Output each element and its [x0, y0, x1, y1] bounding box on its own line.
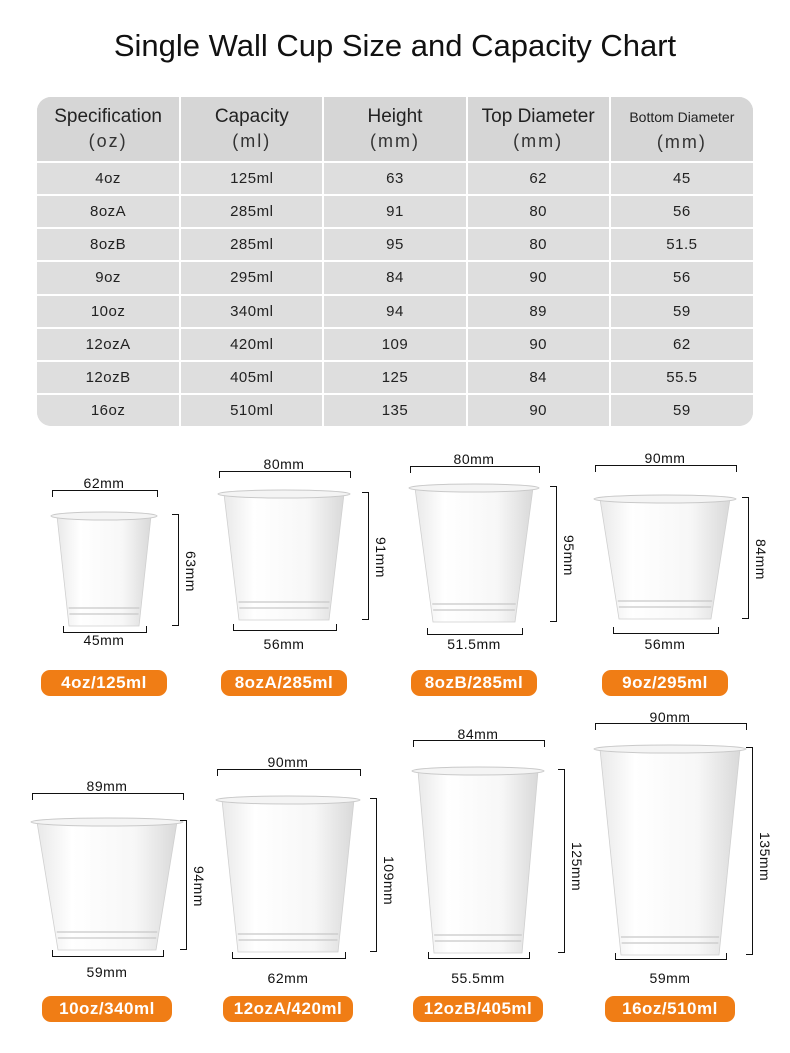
- bottom-diameter-bracket: [428, 952, 530, 959]
- top-diameter-bracket: [32, 793, 184, 800]
- table-cell: 12ozB: [37, 361, 180, 394]
- top-diameter-label: 90mm: [644, 450, 686, 466]
- cup-image: [30, 818, 184, 954]
- table-row: [37, 295, 753, 328]
- top-diameter-label: 84mm: [457, 726, 499, 742]
- top-diameter-label: 90mm: [267, 754, 309, 770]
- bottom-diameter-label: 55.5mm: [451, 970, 505, 986]
- top-diameter-label: 89mm: [86, 778, 128, 794]
- table-header-row: [37, 97, 753, 162]
- table-row: [37, 361, 753, 394]
- cup-image: [593, 495, 737, 623]
- height-bracket: [558, 769, 565, 953]
- cup-size-badge: 12ozA/420ml: [223, 996, 353, 1022]
- bottom-diameter-label: 51.5mm: [447, 636, 501, 652]
- height-bracket: [172, 514, 179, 626]
- top-diameter-label: 80mm: [453, 451, 495, 467]
- cup-size-badge: 10oz/340ml: [42, 996, 172, 1022]
- top-diameter-bracket: [595, 465, 737, 472]
- table-cell: 109: [323, 328, 466, 361]
- cup-size-badge: 9oz/295ml: [602, 670, 728, 696]
- table-cell: 62: [467, 162, 610, 195]
- table-cell: 90: [467, 328, 610, 361]
- cup-image: [50, 512, 158, 630]
- table-cell: 10oz: [37, 295, 180, 328]
- top-diameter-bracket: [219, 471, 351, 478]
- cup-image: [215, 796, 361, 956]
- table-cell: 56: [610, 195, 753, 228]
- bottom-diameter-label: 45mm: [83, 632, 125, 648]
- top-diameter-label: 80mm: [263, 456, 305, 472]
- table-cell: 80: [467, 228, 610, 261]
- bottom-diameter-bracket: [427, 628, 523, 635]
- header-height: Height (mm): [323, 97, 466, 162]
- bottom-diameter-bracket: [52, 950, 164, 957]
- cup-size-badge: 8ozB/285ml: [411, 670, 537, 696]
- height-bracket: [362, 492, 369, 620]
- table-cell: 59: [610, 394, 753, 426]
- bottom-diameter-label: 62mm: [267, 970, 309, 986]
- table-cell: 62: [610, 328, 753, 361]
- table-cell: 405ml: [180, 361, 323, 394]
- top-diameter-bracket: [217, 769, 361, 776]
- header-top-diameter: Top Diameter (mm): [467, 97, 610, 162]
- table-cell: 125ml: [180, 162, 323, 195]
- height-label: 95mm: [561, 535, 577, 576]
- table-cell: 80: [467, 195, 610, 228]
- table-row: [37, 162, 753, 195]
- table-cell: 135: [323, 394, 466, 426]
- top-diameter-label: 90mm: [649, 709, 691, 725]
- table-cell: 340ml: [180, 295, 323, 328]
- bottom-diameter-bracket: [615, 953, 727, 960]
- height-bracket: [370, 798, 377, 952]
- table-row: [37, 394, 753, 426]
- header-bottom-diameter: Bottom Diameter (mm): [610, 97, 753, 162]
- table-cell: 45: [610, 162, 753, 195]
- table-cell: 4oz: [37, 162, 180, 195]
- table-cell: 91: [323, 195, 466, 228]
- cup-illustrations: [0, 440, 790, 1053]
- bottom-diameter-bracket: [233, 624, 337, 631]
- table-cell: 285ml: [180, 195, 323, 228]
- cup-size-badge: 8ozA/285ml: [221, 670, 347, 696]
- bottom-diameter-bracket: [232, 952, 346, 959]
- table-cell: 285ml: [180, 228, 323, 261]
- height-bracket: [746, 747, 753, 955]
- height-label: 84mm: [753, 539, 769, 580]
- table-cell: 59: [610, 295, 753, 328]
- height-bracket: [180, 820, 187, 950]
- cup-size-badge: 4oz/125ml: [41, 670, 167, 696]
- cup-size-badge: 12ozB/405ml: [413, 996, 543, 1022]
- bottom-diameter-bracket: [613, 627, 719, 634]
- table-cell: 510ml: [180, 394, 323, 426]
- table-cell: 125: [323, 361, 466, 394]
- table-cell: 63: [323, 162, 466, 195]
- top-diameter-bracket: [413, 740, 545, 747]
- capacity-table: [37, 97, 753, 426]
- table-cell: 90: [467, 394, 610, 426]
- table-cell: 84: [467, 361, 610, 394]
- height-label: 135mm: [757, 832, 773, 882]
- cup-image: [593, 745, 747, 959]
- table-cell: 56: [610, 261, 753, 294]
- table-cell: 12ozA: [37, 328, 180, 361]
- table-cell: 90: [467, 261, 610, 294]
- table-row: [37, 261, 753, 294]
- table-cell: 8ozB: [37, 228, 180, 261]
- height-label: 94mm: [191, 866, 207, 907]
- bottom-diameter-label: 56mm: [644, 636, 686, 652]
- cup-image: [408, 484, 540, 626]
- header-capacity: Capacity (ml): [180, 97, 323, 162]
- header-specification: Specification (oz): [37, 97, 180, 162]
- page-title: Single Wall Cup Size and Capacity Chart: [113, 28, 677, 63]
- table-cell: 295ml: [180, 261, 323, 294]
- table-cell: 94: [323, 295, 466, 328]
- top-diameter-label: 62mm: [83, 475, 125, 491]
- table-row: [37, 195, 753, 228]
- height-bracket: [550, 486, 557, 622]
- table-cell: 55.5: [610, 361, 753, 394]
- bottom-diameter-label: 59mm: [86, 964, 128, 980]
- table-cell: 95: [323, 228, 466, 261]
- table-cell: 89: [467, 295, 610, 328]
- top-diameter-bracket: [52, 490, 158, 497]
- top-diameter-bracket: [410, 466, 540, 473]
- table-cell: 16oz: [37, 394, 180, 426]
- cup-image: [411, 767, 545, 957]
- table-cell: 9oz: [37, 261, 180, 294]
- table-cell: 84: [323, 261, 466, 294]
- cup-size-badge: 16oz/510ml: [605, 996, 735, 1022]
- height-label: 91mm: [373, 537, 389, 578]
- table-cell: 51.5: [610, 228, 753, 261]
- cup-image: [217, 490, 351, 624]
- height-bracket: [742, 497, 749, 619]
- bottom-diameter-label: 56mm: [263, 636, 305, 652]
- table-cell: 420ml: [180, 328, 323, 361]
- height-label: 125mm: [569, 842, 585, 892]
- bottom-diameter-label: 59mm: [649, 970, 691, 986]
- height-label: 109mm: [381, 856, 397, 906]
- height-label: 63mm: [183, 551, 199, 592]
- table-row: [37, 328, 753, 361]
- table-row: [37, 228, 753, 261]
- table-cell: 8ozA: [37, 195, 180, 228]
- top-diameter-bracket: [595, 723, 747, 730]
